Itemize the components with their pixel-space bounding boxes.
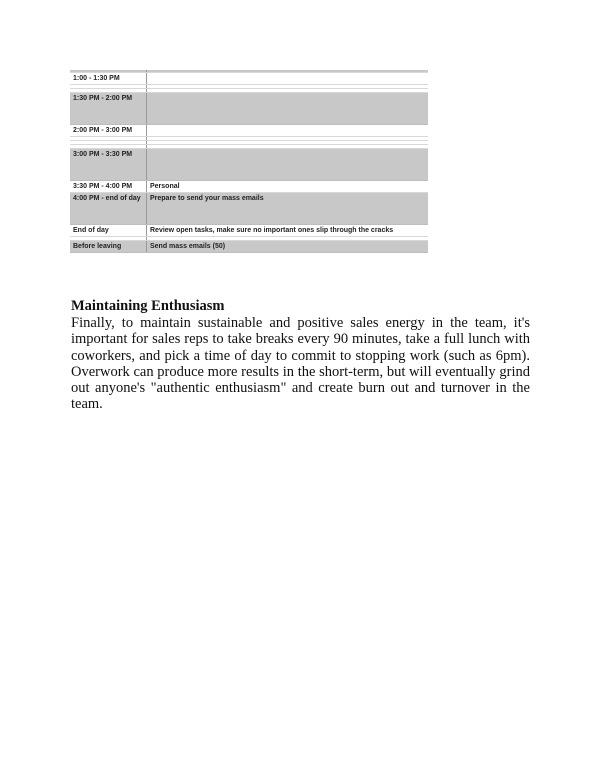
table-row <box>70 225 428 237</box>
table-row <box>70 193 428 225</box>
enthusiasm-section <box>71 298 530 413</box>
task-cell <box>147 73 429 85</box>
table-row <box>70 73 428 85</box>
time-cell: 3:00 PM - 3:30 PM <box>70 149 147 181</box>
task-cell: Send mass emails (50) <box>147 241 429 253</box>
table-row <box>70 93 428 125</box>
schedule-table <box>70 70 428 253</box>
time-cell: Before leaving <box>70 241 147 253</box>
time-cell: 4:00 PM - end of day <box>70 193 147 225</box>
table-row <box>70 149 428 181</box>
time-cell: 3:30 PM - 4:00 PM <box>70 181 147 193</box>
section-heading: Maintaining Enthusiasm <box>71 298 225 314</box>
time-cell: 1:00 - 1:30 PM <box>70 73 147 85</box>
time-cell: End of day <box>70 225 147 237</box>
time-cell: 2:00 PM - 3:00 PM <box>70 125 147 137</box>
time-cell: 1:30 PM - 2:00 PM <box>70 93 147 125</box>
table-row <box>70 241 428 253</box>
section-body: Finally, to maintain sustainable and positive sales energy in the team, it's important for sales reps to take breaks every 90 minutes, take a full lunch with coworkers, and pick a time of day to commit to stopping work (such as 6pm). Overwork can produce more results in the short-term, but will eventually grind out anyone's "authentic enthusiasm" and create burn out and turnover in the team. <box>71 315 530 413</box>
task-cell <box>147 125 429 137</box>
task-cell <box>147 93 429 125</box>
task-cell: Review open tasks, make sure no important ones slip through the cracks <box>147 225 429 237</box>
task-cell: Personal <box>147 181 429 193</box>
table-row <box>70 181 428 193</box>
table-row <box>70 125 428 137</box>
task-cell: Prepare to send your mass emails <box>147 193 429 225</box>
task-cell <box>147 149 429 181</box>
